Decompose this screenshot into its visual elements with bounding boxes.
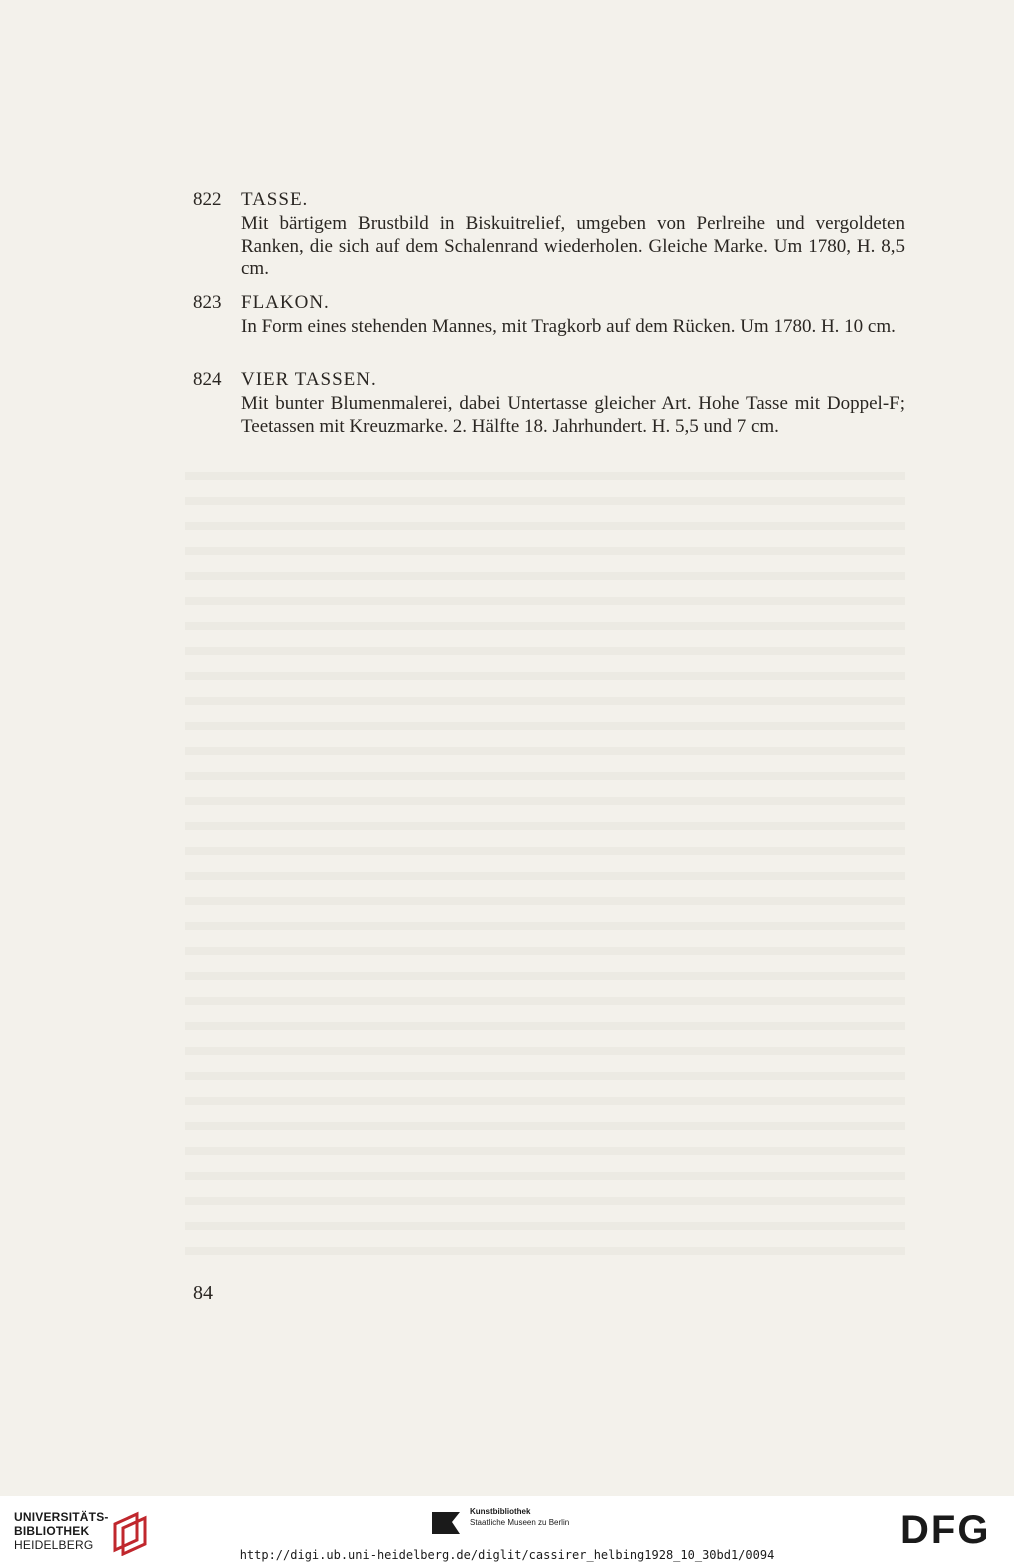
entry-number: 822 xyxy=(193,189,222,210)
kb-line-2: Staatliche Museen zu Berlin xyxy=(470,1518,570,1527)
kunstbibliothek-emblem-icon xyxy=(432,1508,462,1534)
entry-number: 823 xyxy=(193,292,222,313)
kunstbibliothek-wordmark xyxy=(470,1506,569,1528)
show-through-text xyxy=(185,460,905,1260)
entry-title: FLAKON. xyxy=(241,292,330,313)
catalog-entry-824 xyxy=(193,367,905,438)
entry-description: Mit bunter Blumenmalerei, dabei Untertasse gleicher Art. Hohe Tasse mit Doppel-F; Teetassen mit Kreuzmarke. 2. Hälfte 18. Jahrhundert. H. 5,5 und 7 cm. xyxy=(241,393,905,437)
entry-title: VIER TASSEN. xyxy=(241,369,377,390)
entry-description: In Form eines stehenden Mannes, mit Tragkorb auf dem Rücken. Um 1780. H. 10 cm. xyxy=(241,316,896,337)
catalog-entry-823 xyxy=(193,290,905,339)
entry-title: TASSE. xyxy=(241,189,309,210)
permalink-url[interactable]: http://digi.ub.uni-heidelberg.de/diglit/cassirer_helbing1928_10_30bd1/0094 xyxy=(239,1548,775,1562)
dfg-logo[interactable]: DFG xyxy=(900,1508,991,1552)
page-number: 84 xyxy=(193,1282,213,1304)
ub-line-2: BIBLIOTHEK xyxy=(14,1524,90,1538)
kb-line-1: Kunstbibliothek xyxy=(470,1507,531,1516)
entry-number: 824 xyxy=(193,369,222,390)
ub-line-1: UNIVERSITÄTS- xyxy=(14,1510,109,1524)
catalog-entry-822 xyxy=(193,187,905,281)
ub-line-3: HEIDELBERG xyxy=(14,1538,94,1552)
footer-bar xyxy=(0,1496,1014,1568)
entry-description: Mit bärtigem Brustbild in Biskuitrelief, umgeben von Perlreihe und vergoldeten Ranken, die sich auf dem Schalenrand wiederholen. Gleiche Marke. Um 1780, H. 8,5 cm. xyxy=(241,213,905,279)
